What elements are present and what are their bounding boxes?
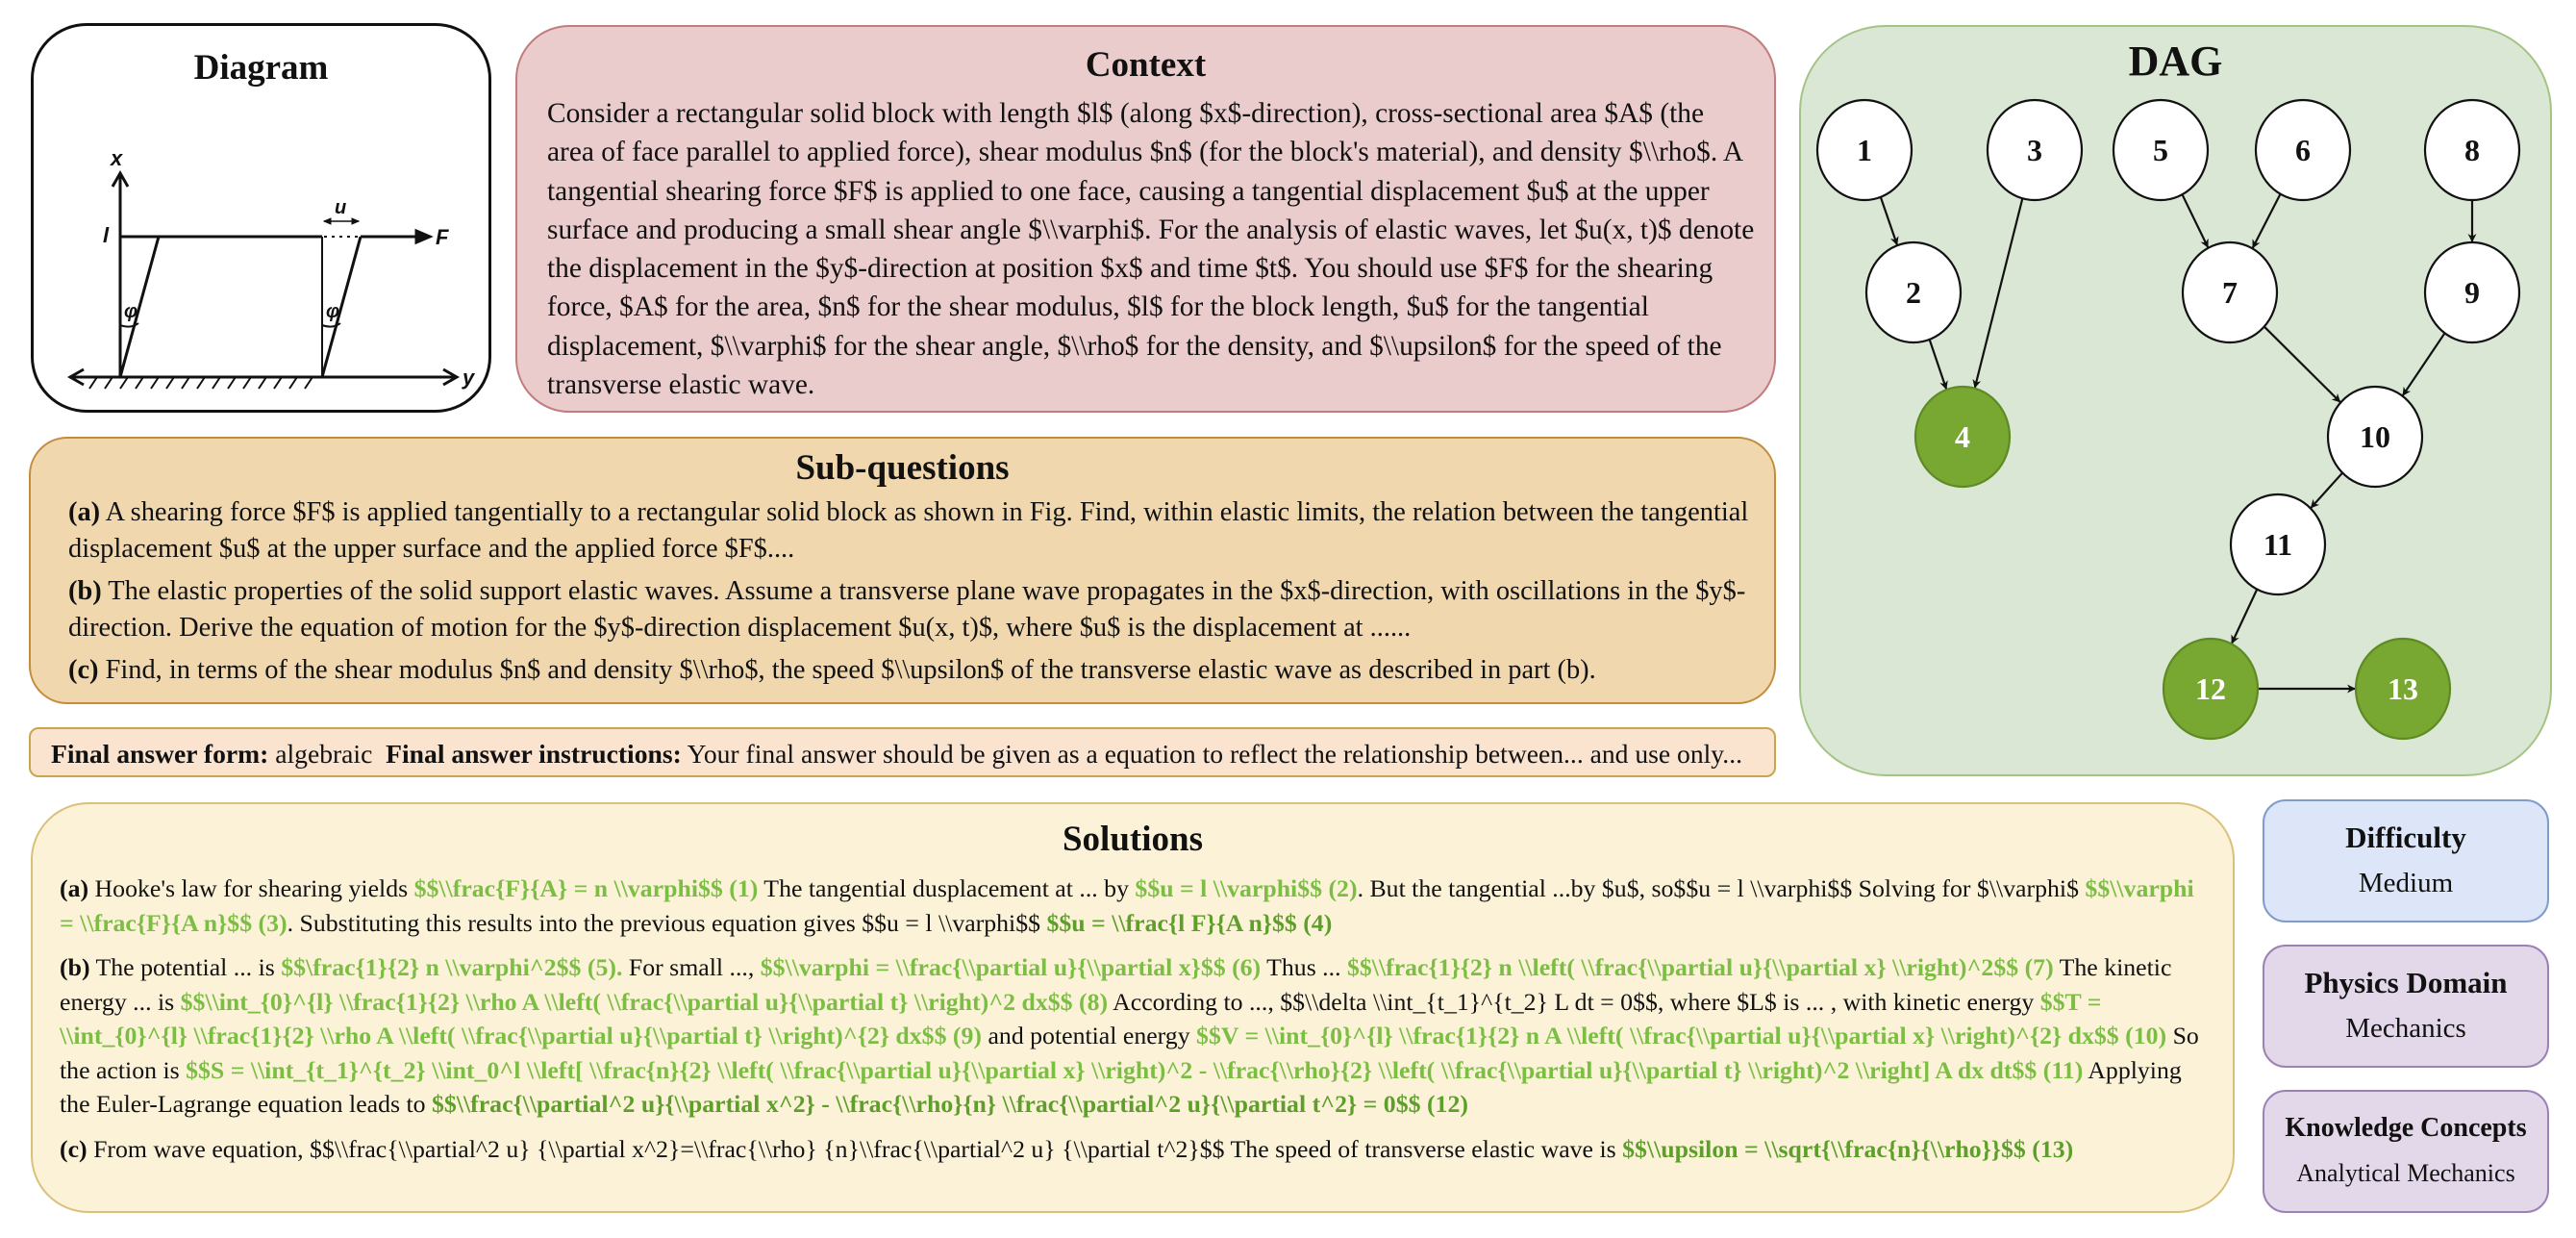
solution-equation: $$\\frac{F}{A} = n \\varphi$$ (1): [413, 874, 759, 902]
final-answer-text: [51, 739, 1742, 770]
solutions-panel: [31, 802, 2235, 1213]
solution-label: (a): [60, 874, 89, 902]
dag-node-label: 8: [2464, 133, 2480, 167]
dag-edge-2-4: [1930, 340, 1947, 390]
solution-text: . But the tangential ...by $u$, so$$u = l \\varphi$$ Solving for $\\varphi$: [1357, 874, 2086, 902]
dag-panel: [1799, 25, 2552, 776]
solution-text: The kinetic energy ... is: [60, 953, 2172, 1016]
knowledge-concepts-panel: [2263, 1090, 2549, 1213]
dag-edge-5-7: [2182, 194, 2208, 248]
difficulty-panel: [2263, 799, 2549, 922]
physics-domain-label: Physics Domain: [2304, 966, 2508, 999]
context-text: Consider a rectangular solid block with length $l$ (along $x$-direction), cross-sectional area $A$ (the area of face parallel to applied force), shear modulus $n$ (for the block's material), and density $\\rho$. A tangential shearing force $F$ is applied to one face, causing a tangential displacement $u$ at the upper surface and producing a small shear angle $\\varphi$. For the analysis of elastic waves, let $u(x, t)$ denote the displacement in the $y$-direction at position $x$ and time $t$. You should use $F$ for the shearing force, $A$ for the area, $n$ for the shear modulus, $l$ for the block length, $u$ for the tangential displacement, $\\varphi$ for the shear angle, $\\rho$ for the density, and $\\upsilon$ for the speed of the transverse elastic wave.: [547, 98, 1755, 401]
solution-equation: $$V = \\int_{0}^{l} \\frac{1}{2} n A \\left( \\frac{\\partial u}{\\partial x} \\right)^{2} dx$$ (10): [1196, 1022, 2167, 1049]
dag-title: DAG: [2128, 38, 2223, 85]
y-axis-label: y: [463, 366, 475, 390]
dag-node-label: 9: [2464, 275, 2480, 310]
dag-node-label: 2: [1906, 275, 1921, 310]
solution-equation: $$T = \\int_{0}^{l} \\frac{1}{2} \\rho A \\left( \\frac{\\partial u}{\\partial t} \\right)^{2} dx$$ (9): [60, 987, 2102, 1049]
solution-text: . Substituting this results into the previous equation gives $$u = l \\varphi$$: [287, 908, 1047, 937]
solution-equation: $$u = \\frac{l F}{A n}$$ (4): [1046, 908, 1333, 937]
solution-label: (b): [60, 953, 90, 981]
dag-graph: [1801, 27, 2550, 774]
context-title: Context: [1085, 45, 1207, 85]
subquestions-title: Sub-questions: [795, 448, 1010, 488]
dag-node-label: 1: [1857, 133, 1872, 167]
context-panel: [515, 25, 1776, 413]
subquestions-list: [68, 494, 1755, 689]
dag-node-2: [1866, 242, 1961, 342]
shear-block-figure: [34, 117, 488, 406]
subquestion-label: (b): [68, 576, 102, 606]
solutions-title: Solutions: [1062, 820, 1203, 859]
solution-part-b: [60, 950, 2213, 1122]
subquestion-text: The elastic properties of the solid support elastic waves. Assume a transverse plane wave propagates in the $x$-direction, with oscillations in the $y$-direction. Derive the equation of motion for the $y$-direction displacement $u(x, t)$, where $u$ is the displacement at ......: [68, 576, 1746, 643]
dag-edge-1-2: [1881, 197, 1897, 245]
solution-equation: $$S = \\int_{t_1}^{t_2} \\int_0^l \\left[ \\frac{n}{2} \\left( \\frac{\\partial u}{\\partial x} \\right)^2 - \\frac{\\rho}{2} \\left( \\frac{\\partial u}{\\partial t} \\right)^2 \\right] A dx dt$$ (11): [186, 1055, 2084, 1084]
solution-equation: $$\frac{1}{2} n \\varphi^2$$ (5).: [281, 953, 623, 981]
solution-label: (c): [60, 1134, 88, 1163]
dag-node-8: [2425, 100, 2519, 200]
final-answer-form-value: algebraic: [268, 739, 387, 769]
dag-node-7: [2183, 242, 2277, 342]
difficulty-label: Difficulty: [2345, 821, 2466, 854]
dag-edge-9-10: [2402, 333, 2444, 395]
dag-node-13: [2356, 639, 2450, 739]
dag-edge-11-12: [2232, 590, 2258, 644]
solution-equation: $$\\varphi = \\frac{\\partial u}{\\partial x}$$ (6): [760, 953, 1262, 981]
subquestion-b: [68, 573, 1755, 646]
dag-node-label: 6: [2295, 133, 2311, 167]
diagram-panel: [31, 23, 491, 413]
dag-node-6: [2256, 100, 2350, 200]
force-label: F: [436, 225, 449, 249]
ground-hatching: [89, 377, 313, 389]
solutions-body: [60, 872, 2213, 1166]
length-label: l: [103, 223, 110, 247]
dag-node-4: [1915, 387, 2010, 487]
solution-equation: $$\\int_{0}^{l} \\frac{1}{2} \\rho A \\left( \\frac{\\partial u}{\\partial t} \\right)^2 dx$$ (8): [180, 987, 1109, 1016]
final-answer-instructions-label: Final answer instructions:: [386, 739, 682, 769]
solution-text: Hooke's law for shearing yields: [88, 874, 414, 902]
dag-node-label: 12: [2195, 671, 2226, 706]
solution-equation: $$\\frac{1}{2} n \\left( \\frac{\\partial u}{\\partial x} \\right)^2$$ (7): [1346, 953, 2054, 981]
final-answer-bar: [29, 727, 1776, 777]
solution-text: Applying the Euler-Lagrange equation leads to: [60, 1055, 2182, 1118]
subquestion-label: (a): [68, 497, 101, 527]
dag-node-3: [1988, 100, 2082, 200]
solution-text: Thus ...: [1261, 953, 1347, 981]
solution-text: According to ..., $$\\delta \\int_{t_1}^{t_2} L dt = 0$$, where $L$ is ... , with kinetic energy: [1108, 987, 2040, 1016]
solution-equation: $$u = l \\varphi$$ (2): [1135, 874, 1358, 902]
solution-text: So the action is: [60, 1022, 2199, 1084]
dag-node-5: [2113, 100, 2208, 200]
solution-text: The tangential dusplacement at ... by: [758, 874, 1136, 902]
displacement-label: u: [335, 197, 347, 218]
dag-node-label: 11: [2263, 527, 2293, 562]
dag-node-10: [2328, 387, 2422, 487]
dag-node-label: 7: [2222, 275, 2238, 310]
dag-node-label: 3: [2027, 133, 2042, 167]
subquestion-a: [68, 494, 1755, 568]
solution-part-a: [60, 872, 2213, 940]
subquestion-c: [68, 652, 1755, 689]
difficulty-value: Medium: [2358, 868, 2454, 898]
dag-node-label: 4: [1955, 419, 1970, 454]
final-answer-form-label: Final answer form:: [51, 739, 269, 769]
dag-node-11: [2231, 494, 2325, 594]
subquestion-text: Find, in terms of the shear modulus $n$ and density $\\rho$, the speed $\\upsilon$ of the transverse elastic wave as described in part (b).: [98, 655, 1596, 685]
dag-node-label: 13: [2388, 671, 2418, 706]
solution-part-c: [60, 1132, 2213, 1167]
left-angle-label: φ: [124, 301, 138, 322]
solution-text: For small ...,: [622, 953, 761, 981]
x-axis-label: x: [111, 146, 123, 170]
dag-node-1: [1817, 100, 1912, 200]
dag-node-label: 10: [2360, 419, 2390, 454]
knowledge-concepts-label: Knowledge Concepts: [2285, 1113, 2527, 1143]
solution-text: From wave equation, $$\\frac{\\partial^2 u} {\\partial x^2}=\\frac{\\rho} {n}\\frac{\\partial^2 u} {\\partial t^2}$$ The speed of transverse elastic wave is: [87, 1134, 1623, 1163]
knowledge-concepts-value: Analytical Mechanics: [2296, 1159, 2515, 1187]
subquestions-panel: [29, 437, 1776, 704]
subquestion-label: (c): [68, 655, 99, 685]
dag-node-9: [2425, 242, 2519, 342]
dag-edge-6-7: [2252, 194, 2280, 249]
diagram-title: Diagram: [193, 48, 329, 88]
dag-edge-3-4: [1975, 198, 2023, 389]
right-angle-label: φ: [326, 301, 340, 322]
final-answer-instructions-value: Your final answer should be given as a equation to reflect the relationship between... and use only...: [681, 739, 1743, 769]
solution-text: and potential energy: [982, 1022, 1197, 1049]
solution-equation: $$\\frac{\\partial^2 u}{\\partial x^2} - \\frac{\\rho}{n} \\frac{\\partial^2 u}{\\partial t^2} = 0$$ (12): [432, 1090, 1468, 1118]
dag-node-label: 5: [2153, 133, 2168, 167]
solution-equation: $$\\varphi = \\frac{F}{A n}$$ (3): [60, 874, 2194, 937]
solution-equation: $$\\upsilon = \\sqrt{\\frac{n}{\\rho}}$$ (13): [1622, 1134, 2074, 1163]
dag-edge-7-10: [2264, 327, 2340, 403]
dag-edge-10-11: [2311, 473, 2342, 509]
physics-domain-panel: [2263, 945, 2549, 1068]
physics-domain-value: Mechanics: [2345, 1013, 2466, 1044]
force-arrowhead: [416, 231, 430, 242]
solution-text: The potential ... is: [89, 953, 282, 981]
dag-node-12: [2163, 639, 2258, 739]
subquestion-text: A shearing force $F$ is applied tangentially to a rectangular solid block as shown in Fig. Find, within elastic limits, the relation between the tangential displacement $u$ at the upper surface and the applied force $F$....: [68, 497, 1749, 564]
